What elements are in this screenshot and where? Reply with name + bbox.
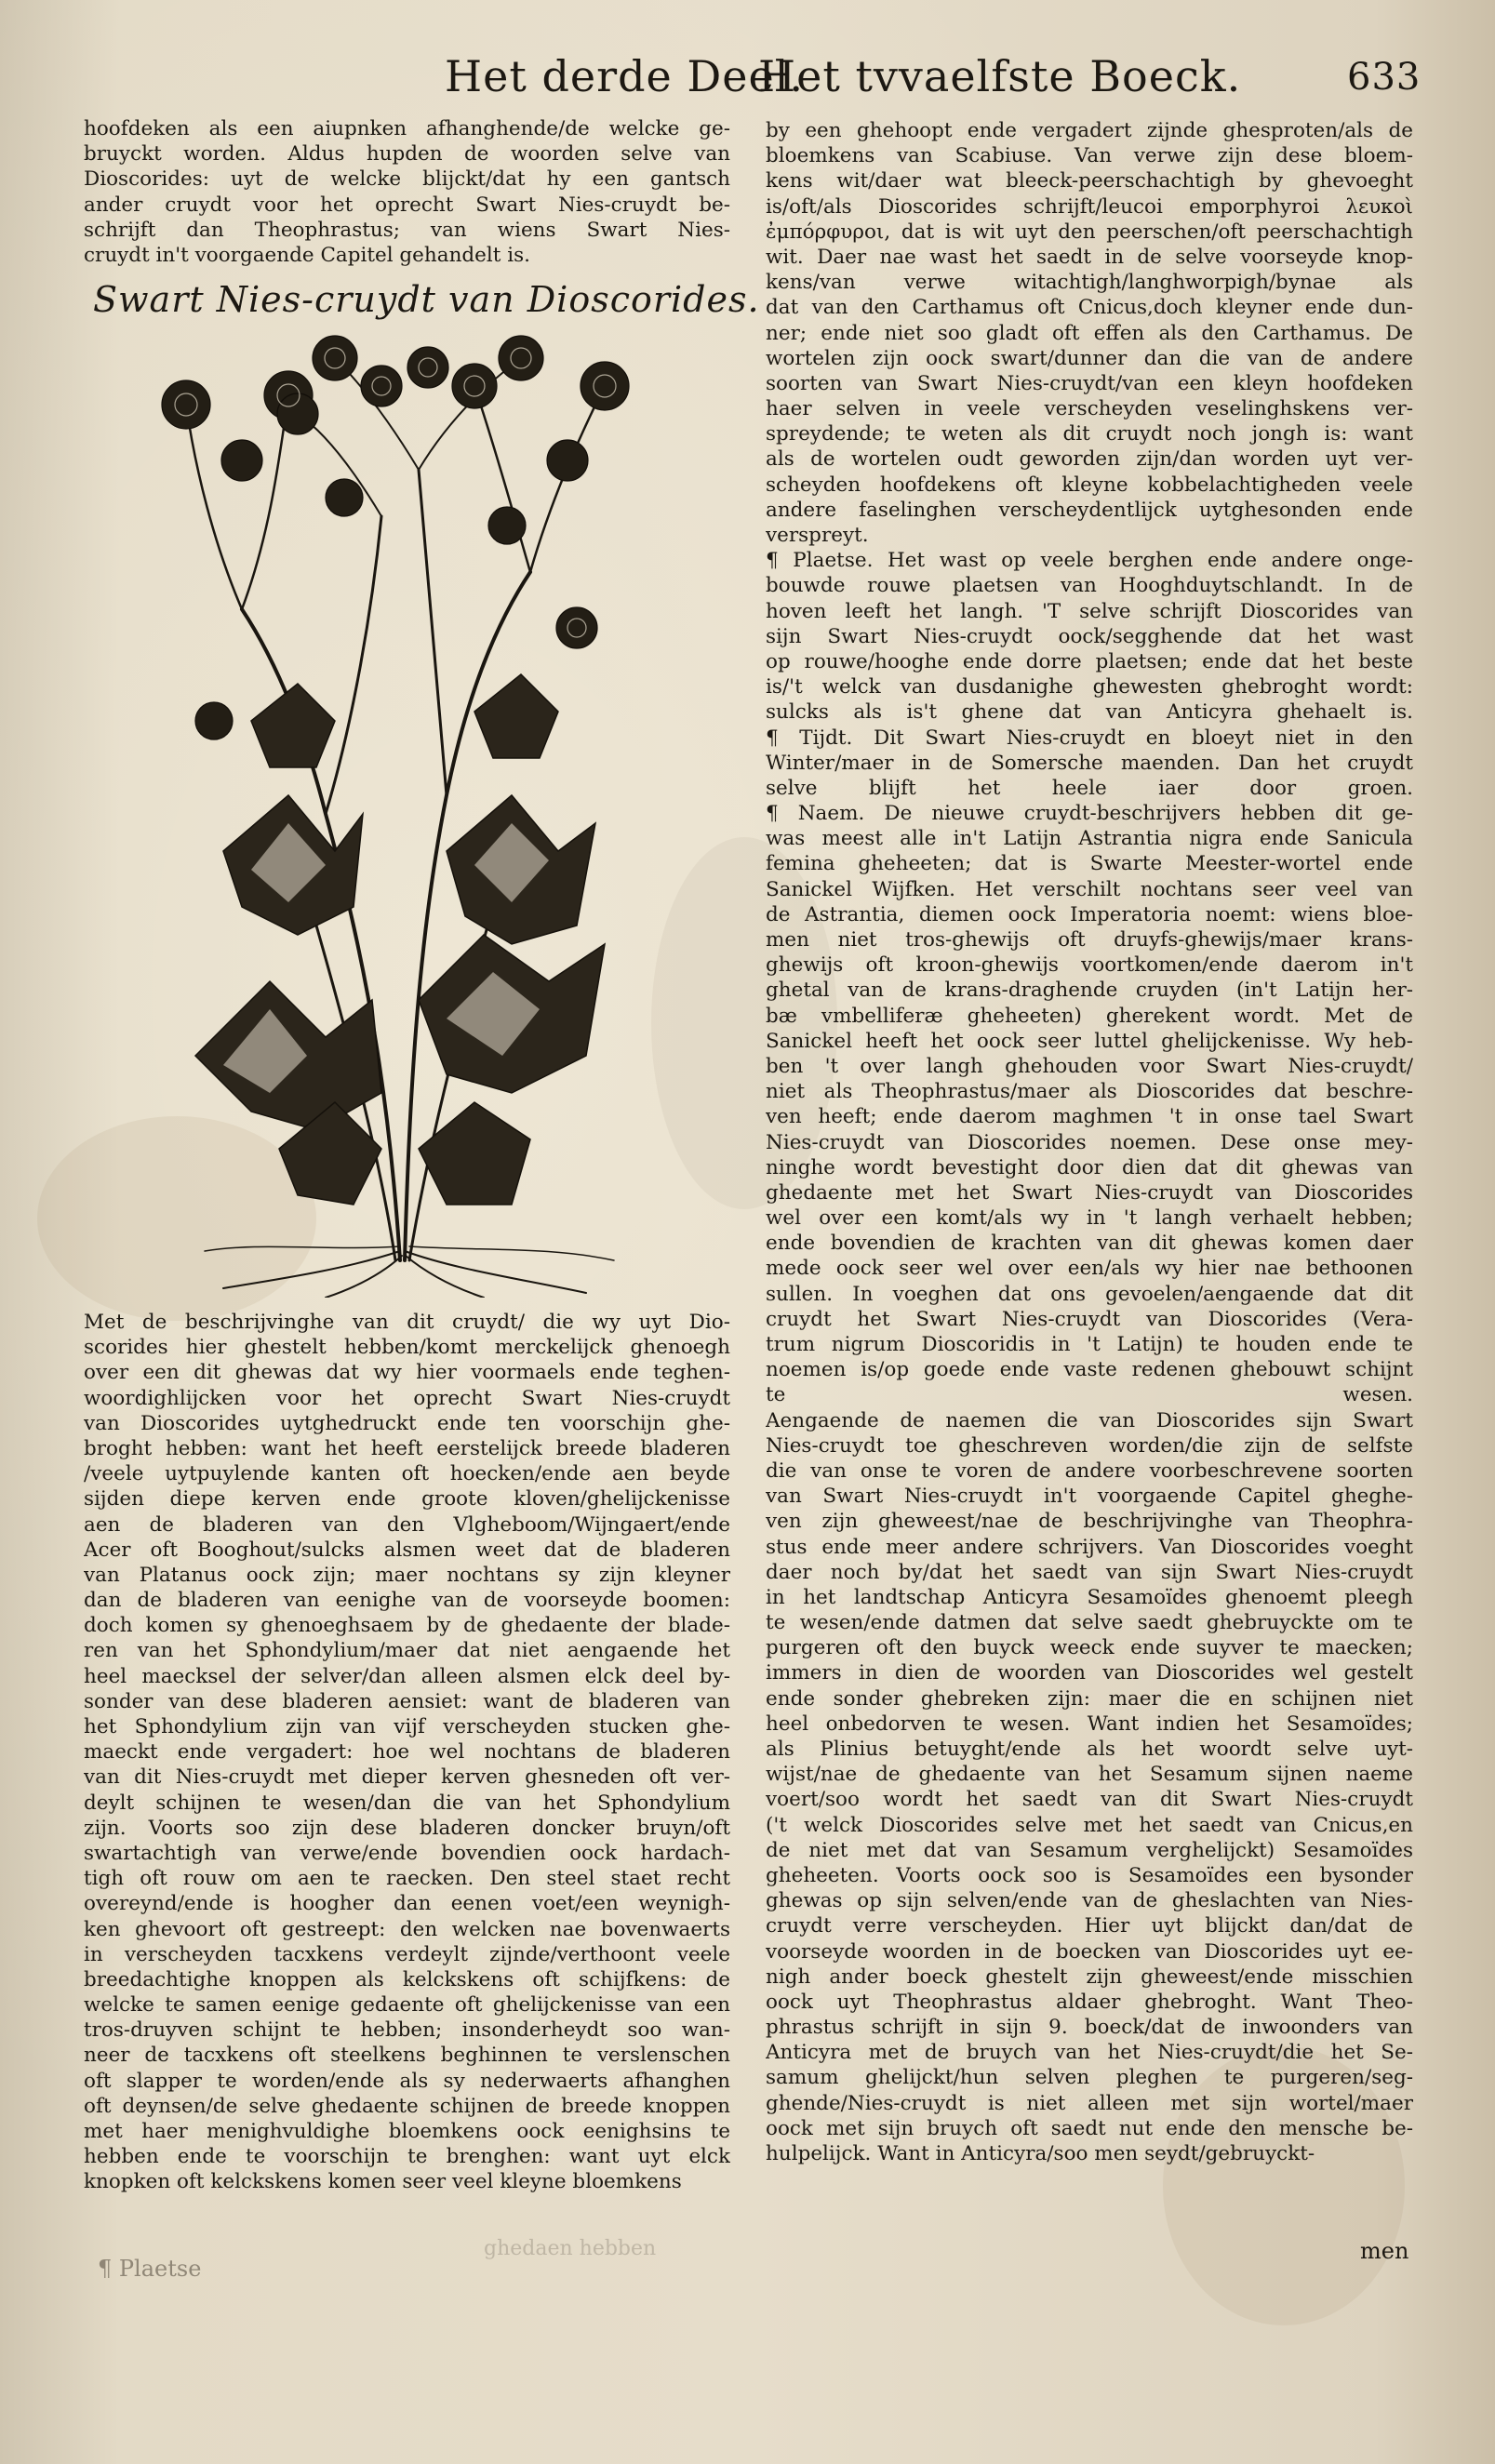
text-line: hoven leeft het langh. 'T selve schrijft Dioscorides van bbox=[766, 599, 1413, 623]
header-right-title: Het tvvaelfste Boeck. bbox=[758, 51, 1242, 101]
text-line: in het landtschap Anticyra Sesamoïdes ghenoemt pleegh bbox=[766, 1585, 1413, 1609]
text-line: hulpelijck. Want in Anticyra/soo men seydt/gebruyckt- bbox=[766, 2142, 1315, 2165]
text-line: Acer oft Booghout/sulcks alsmen weet dat de bladeren bbox=[84, 1538, 730, 1562]
text-line: scheyden hoofdekens oft kleyne kobbelachtigheden veele bbox=[766, 473, 1413, 497]
text-line: dat van den Carthamus oft Cnicus,doch kleyner ende dun- bbox=[766, 296, 1413, 320]
text-line: ghende/Nies-cruydt is niet alleen met sijn wortel/maer bbox=[766, 2091, 1413, 2115]
text-line: ken ghevoort oft gestreept: den welcken nae bovenwaerts bbox=[84, 1917, 730, 1941]
text-line: trum nigrum Dioscoridis in 't Latijn) te houden ende te bbox=[766, 1333, 1413, 1356]
text-line: hoofdeken als een aiupnken afhanghende/de welcke ge- bbox=[84, 117, 730, 140]
text-line: over een dit ghewas dat wy hier voormaels ende teghen- bbox=[84, 1361, 730, 1385]
text-line: breedachtighe knoppen als kelckskens oft schijfkens: de bbox=[84, 1967, 730, 1991]
text-line: te wesen. bbox=[766, 1383, 1413, 1407]
text-line: ghetal van de krans-draghende cruyden (in't Latijn her- bbox=[766, 979, 1413, 1003]
text-line: ven zijn gheweest/nae de beschrijvinghe van Theophra- bbox=[766, 1510, 1413, 1534]
text-line: te wesen/ende datmen dat selve saedt ghebruyckte om te bbox=[766, 1611, 1413, 1635]
bleed-through-text: ghedaen hebben bbox=[484, 2237, 657, 2260]
text-line: scorides hier ghestelt hebben/komt merckelijck ghenoegh bbox=[84, 1336, 730, 1360]
text-line: nigh ander boeck ghestelt zijn gheweest/ende misschien bbox=[766, 1965, 1413, 1989]
text-line: was meest alle in't Latijn Astrantia nigra ende Sanicula bbox=[766, 827, 1413, 851]
text-line: swartachtigh van verwe/ende bovendien oock hardach- bbox=[84, 1841, 730, 1865]
text-line: Aengaende de naemen die van Dioscorides sijn Swart bbox=[766, 1408, 1413, 1432]
text-line: wel over een komt/als wy in 't langh verhaelt hebben; bbox=[766, 1206, 1413, 1231]
text-line: mede oock seer wel over een/als wy hier nae bethoonen bbox=[766, 1257, 1413, 1281]
text-line: van dit Nies-cruydt met dieper kerven ghesneden oft ver- bbox=[84, 1765, 730, 1790]
text-line: cruydt het Swart Nies-cruydt van Dioscorides (Vera- bbox=[766, 1307, 1413, 1331]
text-line: overeynd/ende is hoogher dan eenen voet/een weynigh- bbox=[84, 1892, 730, 1916]
text-line: sullen. In voeghen dat ons gevoelen/aengaende dat dit bbox=[766, 1282, 1413, 1306]
text-line: als Plinius betuyght/ende als het woordt selve uyt- bbox=[766, 1738, 1413, 1761]
text-line: verspreyt. bbox=[766, 524, 869, 547]
text-line: oft deynsen/de selve ghedaente schijnen de breede knoppen bbox=[84, 2094, 730, 2118]
text-line: haer selven in veele verscheyden veselinghskens ver- bbox=[766, 397, 1413, 421]
text-line: is/'t welck van dusdanighe ghewesten ghebroght wordt: bbox=[766, 675, 1413, 699]
text-line: ¶ Naem. De nieuwe cruydt-beschrijvers hebben dit ge- bbox=[766, 802, 1413, 826]
text-line: selve blijft het heele iaer door groen. bbox=[766, 776, 1413, 800]
text-line: tros-druyven schijnt te hebben; insonderheydt soo wan- bbox=[84, 2018, 730, 2043]
text-line: hebben ende te voorschijn te brenghen: want uyt elck bbox=[84, 2145, 730, 2169]
text-line: welcke te samen eenige gedaente oft ghelijckenisse van een bbox=[84, 1993, 730, 2018]
text-line: knopken oft kelckskens komen seer veel kleyne bloemkens bbox=[84, 2170, 682, 2194]
text-line: wijst/nae de ghedaente van het Sesamum sijnen naeme bbox=[766, 1763, 1413, 1787]
text-line: sulcks als is't ghene dat van Anticyra ghehaelt is. bbox=[766, 700, 1413, 725]
text-line: woordighlijcken voor het oprecht Swart Nies-cruydt bbox=[84, 1386, 730, 1410]
text-line: ren van het Sphondylium/maer dat niet aengaende het bbox=[84, 1639, 730, 1663]
text-line: Dioscorides: uyt de welcke blijckt/dat hy een gantsch bbox=[84, 167, 730, 192]
text-line: van Swart Nies-cruydt in't voorgaende Capitel gheghe- bbox=[766, 1485, 1413, 1509]
text-line: ende sonder ghebreken zijn: maer die en schijnen niet bbox=[766, 1686, 1413, 1711]
header-left-title: Het derde Deel. bbox=[445, 51, 805, 101]
text-line: dan de bladeren van eenighe van de voorseyde boomen: bbox=[84, 1589, 730, 1613]
text-line: van Dioscorides uytghedruckt ende ten voorschijn ghe- bbox=[84, 1411, 730, 1435]
text-line: ghedaente met het Swart Nies-cruydt van Dioscorides bbox=[766, 1180, 1413, 1205]
text-line: bæ vmbelliferæ gheheeten) gherekent wordt. Met de bbox=[766, 1004, 1413, 1028]
text-line: ('t welck Dioscorides selve met het saedt van Cnicus,en bbox=[766, 1813, 1413, 1837]
text-line: soorten van Swart Nies-cruydt/van een kleyn hoofdeken bbox=[766, 371, 1413, 395]
text-line: ἐμπόρφυροι, dat is wit uyt den peerschen/oft peerschachtigh bbox=[766, 220, 1413, 244]
text-line: doch komen sy ghenoeghsaem by de ghedaente der blade- bbox=[84, 1614, 730, 1638]
text-line: phrastus schrijft in sijn 9. boeck/dat de inwoonders van bbox=[766, 2016, 1413, 2040]
text-line: femina gheheeten; dat is Swarte Meester-wortel ende bbox=[766, 852, 1413, 876]
left-column-bottom-text bbox=[84, 1310, 730, 2195]
text-line: sijden diepe kerven ende groote kloven/ghelijckenisse bbox=[84, 1487, 730, 1512]
text-line: neer de tacxkens oft steelkens beghinnen te verslenschen bbox=[84, 2044, 730, 2068]
text-line: heel maecksel der selver/dan alleen alsmen elck deel by- bbox=[84, 1664, 730, 1688]
text-line: cruydt verre verscheyden. Hier uyt blijckt dan/dat de bbox=[766, 1914, 1413, 1938]
text-line: spreydende; te weten als dit cruydt noch jongh is: want bbox=[766, 422, 1413, 446]
text-line: men niet tros-ghewijs oft druyfs-ghewijs/maer krans- bbox=[766, 928, 1413, 952]
text-line: voert/soo wordt het saedt van dit Swart Nies-cruydt bbox=[766, 1788, 1413, 1812]
text-line: oock met sijn bruych oft saedt nut ende den mensche be- bbox=[766, 2116, 1413, 2140]
text-line: heel onbedorven te wesen. Want indien het Sesamoïdes; bbox=[766, 1711, 1413, 1736]
text-line: kens/van verwe witachtigh/langhworpigh/bynae als bbox=[766, 271, 1413, 295]
catchword-right: men bbox=[1360, 2238, 1409, 2264]
text-line: by een ghehoopt ende vergadert zijnde ghesproten/als de bbox=[766, 119, 1413, 142]
text-line: sonder van dese bladeren aensiet: want de bladeren van bbox=[84, 1689, 730, 1713]
text-line: in verscheyden tacxkens verdeylt zijnde/verthoont veele bbox=[84, 1942, 730, 1966]
text-line: andere faselinghen verscheydentlijck uytghesonden ende bbox=[766, 498, 1413, 522]
text-line: Met de beschrijvinghe van dit cruydt/ die wy uyt Dio- bbox=[84, 1311, 730, 1334]
left-column-top-text bbox=[84, 116, 730, 268]
text-line: het Sphondylium zijn van vijf verscheyden stucken ghe- bbox=[84, 1715, 730, 1738]
text-line: ghewas op sijn selven/ende van de gheslachten van Nies- bbox=[766, 1889, 1413, 1913]
text-line: Nies-cruydt toe gheschreven worden/die zijn de selfste bbox=[766, 1433, 1413, 1458]
text-line: wortelen zijn oock swart/dunner dan die van de andere bbox=[766, 346, 1413, 370]
text-line: ¶ Plaetse. Het wast op veele berghen ende andere onge- bbox=[766, 549, 1413, 573]
text-line: kens wit/daer wat bleeck-peerschachtigh by ghevoeght bbox=[766, 169, 1413, 193]
text-line: daer noch by/dat het saedt van sijn Swart Nies-cruydt bbox=[766, 1560, 1413, 1584]
text-line: als de wortelen oudt geworden zijn/dan worden uyt ver- bbox=[766, 447, 1413, 472]
text-line: Sanickel Wijfken. Het verschilt nochtans seer veel van bbox=[766, 877, 1413, 901]
text-line: Winter/maer in de Somersche maenden. Dan het cruydt bbox=[766, 751, 1413, 775]
text-line: stus ende meer andere schrijvers. Van Dioscorides voeght bbox=[766, 1535, 1413, 1559]
text-line: wit. Daer nae wast het saedt in de selve voorseyde knop- bbox=[766, 245, 1413, 269]
text-line: noemen is/op goede ende vaste redenen ghebouwt schijnt bbox=[766, 1358, 1413, 1382]
text-line: bruyckt worden. Aldus hupden de woorden selve van bbox=[84, 142, 730, 166]
text-line: ¶ Tijdt. Dit Swart Nies-cruydt en bloeyt niet in den bbox=[766, 726, 1413, 750]
page-number: 633 bbox=[1347, 56, 1422, 99]
text-line: op rouwe/hooghe ende dorre plaetsen; ende dat het beste bbox=[766, 649, 1413, 673]
catchword-left: ¶ Plaetse bbox=[98, 2256, 202, 2282]
text-line: van Platanus oock zijn; maer nochtans sy zijn kleyner bbox=[84, 1563, 730, 1587]
text-line: purgeren oft den buyck weeck ende suyver te maecken; bbox=[766, 1636, 1413, 1660]
text-line: zijn. Voorts soo zijn dese bladeren doncker bruyn/oft bbox=[84, 1816, 730, 1840]
plant-woodcut-illustration bbox=[140, 330, 661, 1298]
text-line: Nies-cruydt van Dioscorides noemen. Dese onse mey- bbox=[766, 1130, 1413, 1154]
text-line: aen de bladeren van den Vlgheboom/Wijngaert/ende bbox=[84, 1512, 730, 1537]
text-line: cruydt in't voorgaende Capitel gehandelt is. bbox=[84, 243, 531, 267]
text-line: met haer menighvuldighe bloemkens oock eenighsins te bbox=[84, 2120, 730, 2143]
text-line: immers in dien de woorden van Dioscorides wel gestelt bbox=[766, 1661, 1413, 1685]
text-line: ninghe wordt bevestight door dien dat dit ghewas van bbox=[766, 1155, 1413, 1179]
text-line: /veele uytpuylende kanten oft hoecken/ende aen beyde bbox=[84, 1462, 730, 1486]
text-line: ben 't over langh ghehouden voor Swart Nies-cruydt/ bbox=[766, 1054, 1413, 1078]
text-line: oft slapper te worden/ende als sy nederwaerts afhanghen bbox=[84, 2069, 730, 2093]
text-line: maeckt ende vergadert: hoe wel nochtans de bladeren bbox=[84, 1740, 730, 1765]
text-line: schrijft dan Theophrastus; van wiens Swart Nies- bbox=[84, 218, 730, 242]
text-line: de Astrantia, diemen oock Imperatoria noemt: wiens bloe- bbox=[766, 902, 1413, 926]
text-line: sijn Swart Nies-cruydt oock/segghende dat het wast bbox=[766, 624, 1413, 648]
text-line: tigh oft rouw om aen te raecken. Den steel staet recht bbox=[84, 1867, 730, 1891]
text-line: broght hebben: want het heeft eerstelijck breede bladeren bbox=[84, 1436, 730, 1460]
text-line: ander cruydt voor het oprecht Swart Nies-cruydt be- bbox=[84, 193, 730, 217]
text-line: ende bovendien de krachten van dit ghewas komen daer bbox=[766, 1232, 1413, 1256]
text-line: ghewijs oft kroon-ghewijs voortkomen/ende daerom in't bbox=[766, 953, 1413, 978]
text-line: niet als Theophrastus/maer als Dioscorides dat beschre- bbox=[766, 1080, 1413, 1104]
text-line: gheheeten. Voorts oock soo is Sesamoïdes een bysonder bbox=[766, 1863, 1413, 1887]
text-line: voorseyde woorden in de boecken van Dioscorides uyt ee- bbox=[766, 1939, 1413, 1964]
text-line: de niet met dat van Sesamum verghelijckt) Sesamoïdes bbox=[766, 1838, 1413, 1862]
text-line: bouwde rouwe plaetsen van Hooghduytschlandt. In de bbox=[766, 574, 1413, 598]
text-line: Sanickel heeft het oock seer luttel ghelijckenisse. Wy heb- bbox=[766, 1029, 1413, 1053]
text-line: is/oft/als Dioscorides schrijft/leucoi emporphyroi λευκοὶ bbox=[766, 194, 1413, 219]
text-line: ven heeft; ende daerom maghmen 't in onse tael Swart bbox=[766, 1105, 1413, 1129]
text-line: bloemkens van Scabiuse. Van verwe zijn dese bloem- bbox=[766, 144, 1413, 168]
text-line: deylt schijnen te wesen/dan die van het Sphondylium bbox=[84, 1791, 730, 1815]
text-line: ner; ende niet soo gladt oft effen als den Carthamus. De bbox=[766, 321, 1413, 345]
text-line: samum ghelijckt/hun selven pleghen te purgeren/seg- bbox=[766, 2066, 1413, 2090]
text-line: Anticyra met de bruych van het Nies-cruydt/die het Se- bbox=[766, 2041, 1413, 2065]
text-line: oock uyt Theophrastus aldaer ghebroght. Want Theo- bbox=[766, 1990, 1413, 2014]
text-line: die van onse te voren de andere voorbeschrevene soorten bbox=[766, 1458, 1413, 1483]
plant-title: Swart Nies-cruydt van Dioscorides. bbox=[93, 279, 760, 320]
right-column-text bbox=[766, 118, 1413, 2166]
